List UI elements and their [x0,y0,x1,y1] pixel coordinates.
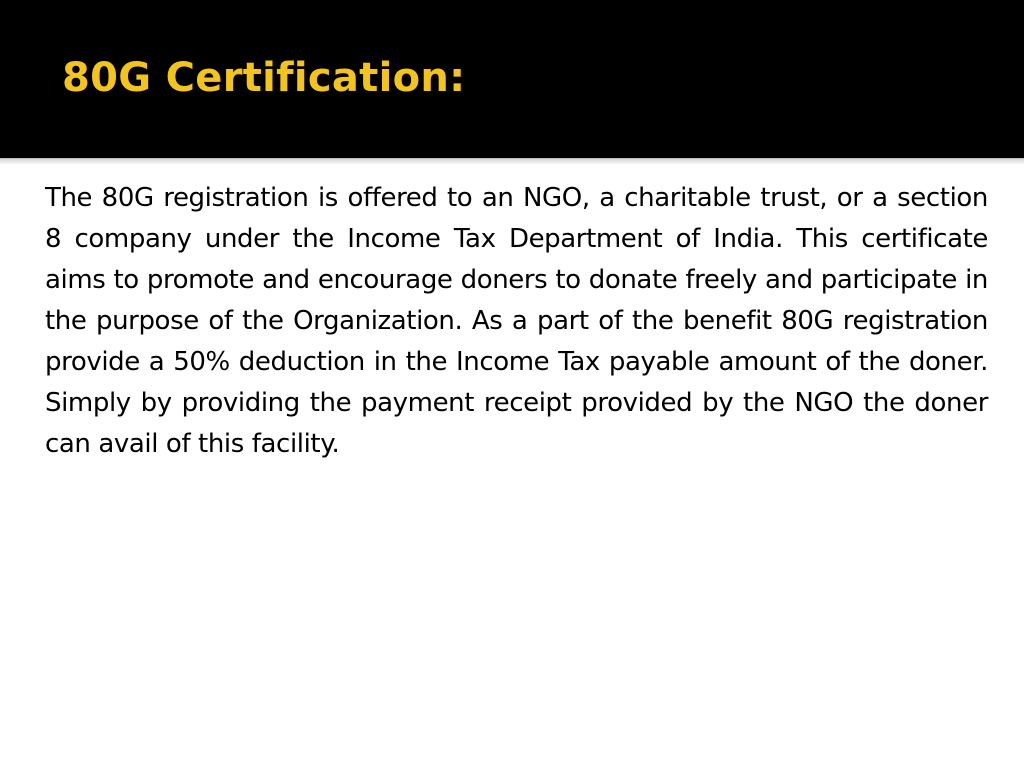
title-divider [0,158,1024,164]
slide-title: 80G Certification: [62,55,466,101]
body-paragraph: The 80G registration is offered to an NGO, a charitable trust, or a section 8 company under the Income Tax Department of India. This certificate aims to promote and encourage doners to donate freely and participate in the purpose of the Organization. As a part of the benefit 80G registration provide a 50% deduction in the Income Tax payable amount of the doner. Simply by providing the payment receipt provided by the NGO the doner can avail of this facility. [45,183,988,459]
title-bar [0,0,1024,158]
